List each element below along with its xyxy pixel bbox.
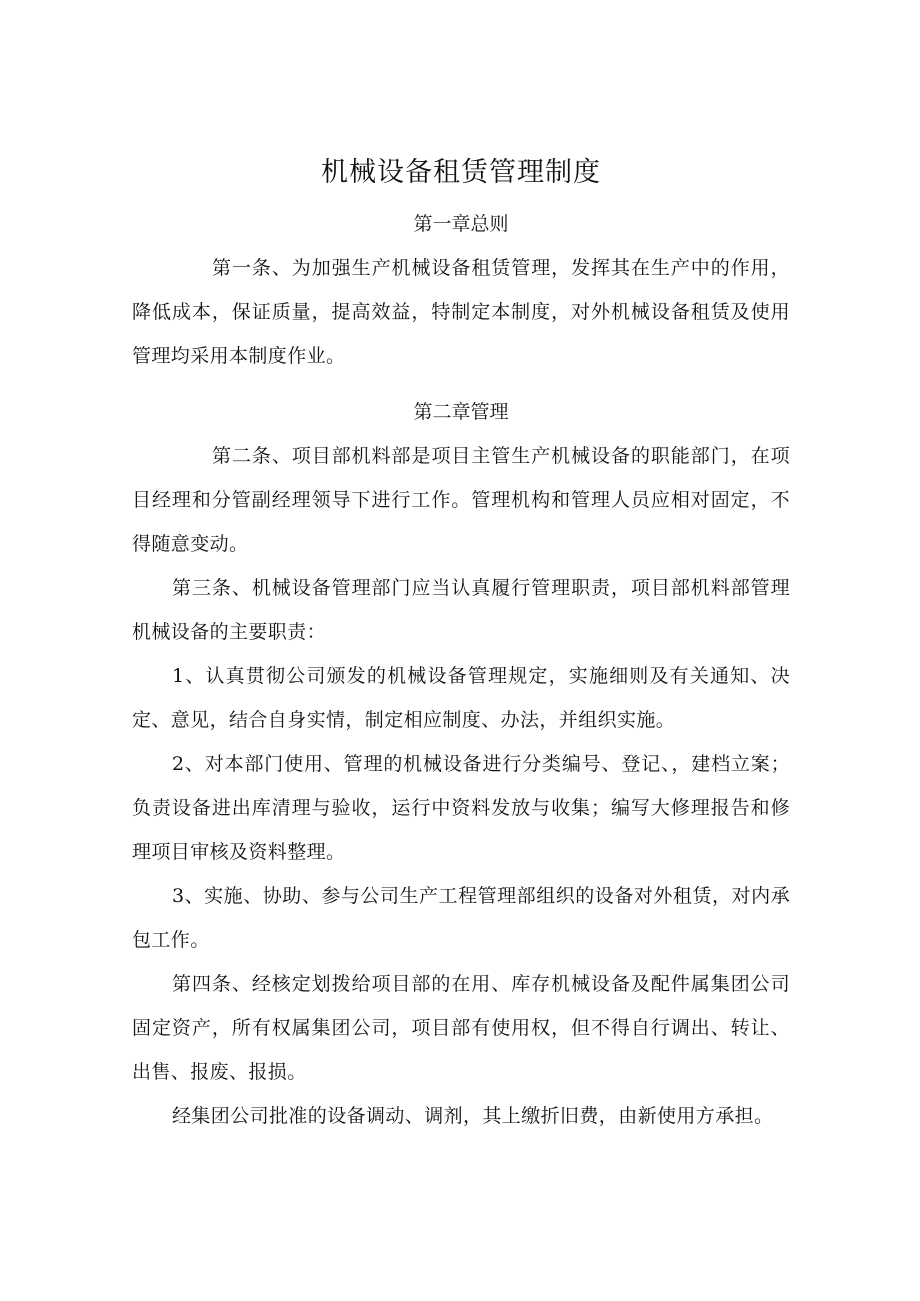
duty-item-1: 1、认真贯彻公司颁发的机械设备管理规定，实施细则及有关通知、决定、意见，结合自身实情，制定相应制度、办法，并组织实施。 [132,665,790,731]
article-4: 第四条、经核定划拨给项目部的在用、库存机械设备及配件属集团公司固定资产，所有权属集团公司，项目部有使用权，但不得自行调出、转让、出售、报废、报损。 [132,973,790,1083]
duty-item-2: 2、对本部门使用、管理的机械设备进行分类编号、登记、，建档立案；负责设备进出库清理与验收，运行中资料发放与收集；编写大修理报告和修理项目审核及资料整理。 [132,753,790,863]
chapter-heading-management: 第二章管理 [413,401,509,423]
article-4-note: 经集团公司批准的设备调动、调剂，其上缴折旧费，由新使用方承担。 [172,1105,774,1127]
article-2: 第二条、项目部机料部是项目主管生产机械设备的职能部门，在项目经理和分管副经理领导下进行工作。管理机构和管理人员应相对固定，不得随意变动。 [132,445,790,555]
document-title: 机械设备租赁管理制度 [321,157,601,188]
article-3: 第三条、机械设备管理部门应当认真履行管理职责，项目部机料部管理机械设备的主要职责： [132,577,790,643]
chapter-heading-general: 第一章总则 [413,213,509,235]
duty-item-3: 3、实施、协助、参与公司生产工程管理部组织的设备对外租赁，对内承包工作。 [132,885,790,951]
article-1: 第一条、为加强生产机械设备租赁管理，发挥其在生产中的作用，降低成本，保证质量，提高效益，特制定本制度，对外机械设备租赁及使用管理均采用本制度作业。 [132,257,790,367]
